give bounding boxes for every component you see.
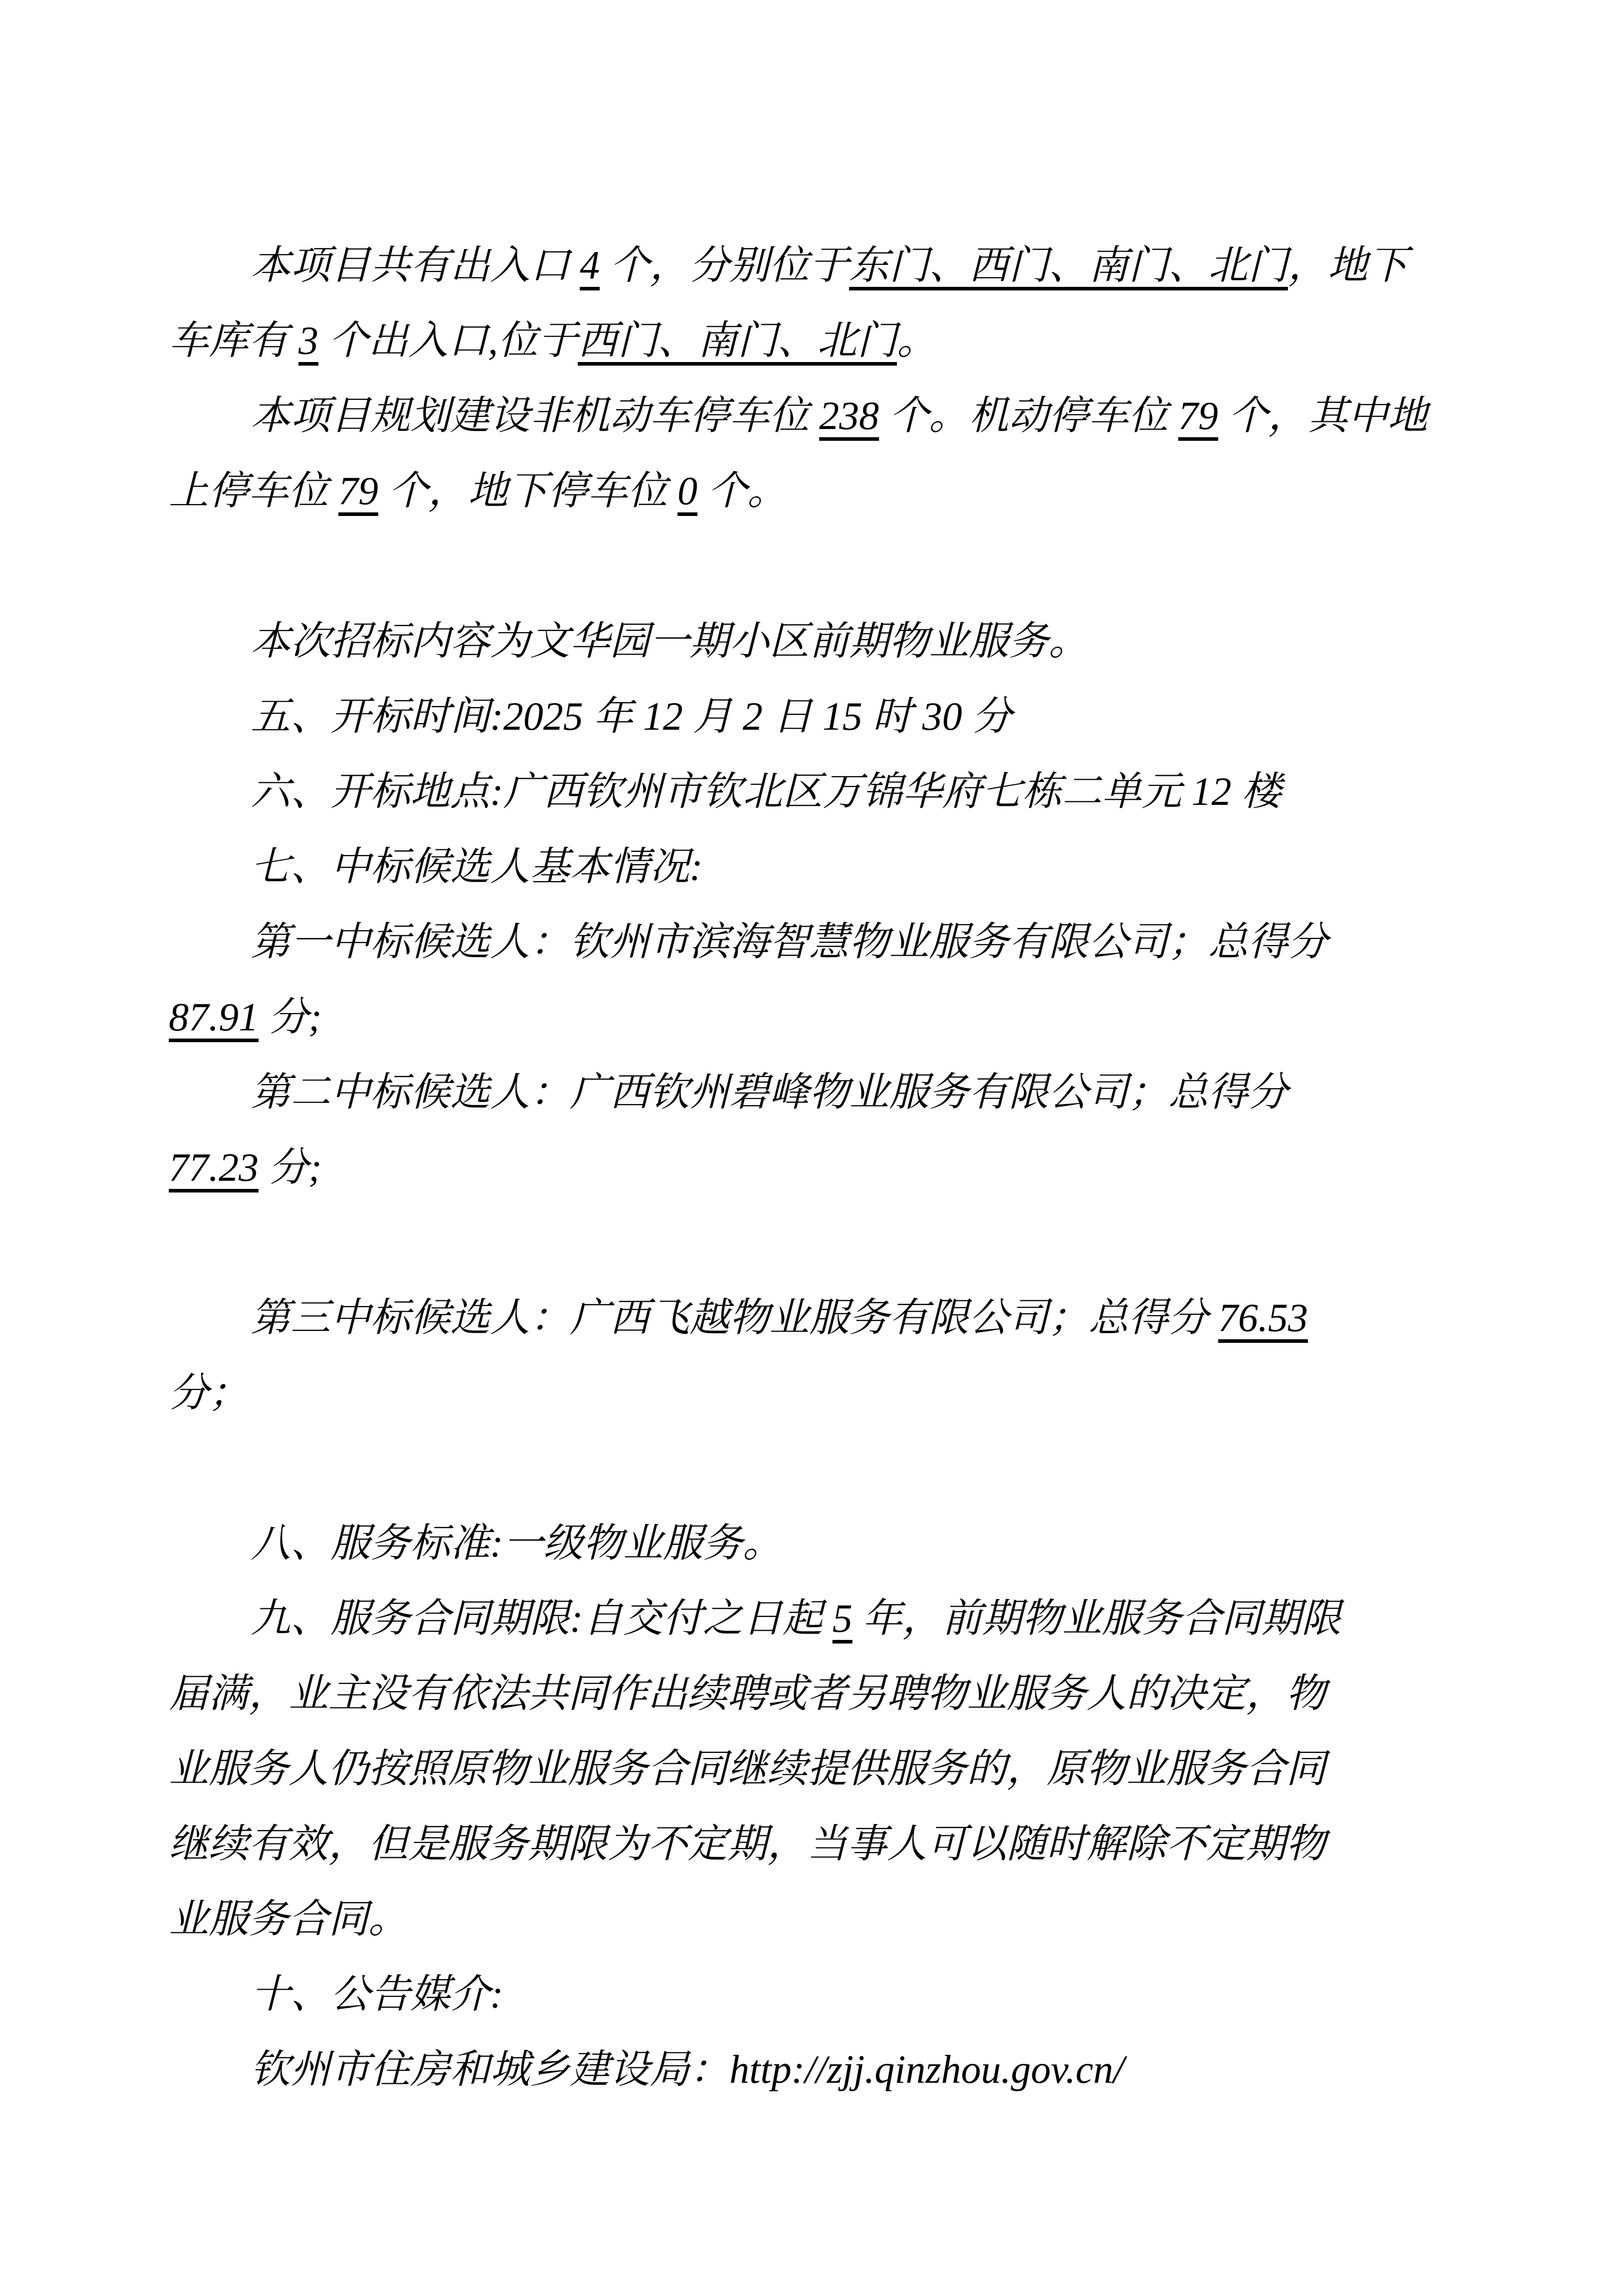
candidate-2: 第二中标候选人：广西钦州碧峰物业服务有限公司；总得分 — [251, 1070, 1288, 1114]
blank-line — [169, 1430, 1483, 1505]
text-segment: 继续有效，但是服务期限为不定期，当事人可以随时解除不定期物 — [169, 1821, 1326, 1866]
document-body — [169, 228, 1483, 2107]
text-segment: 分; — [258, 1145, 322, 1189]
text-segment: 分； — [169, 1370, 249, 1415]
document-line — [169, 1806, 1483, 1881]
service-standard: 八、服务标准:一级物业服务。 — [251, 1521, 783, 1565]
document-line — [169, 2032, 1483, 2107]
garage-entrance-locations: 西门、南门、北门 — [577, 318, 897, 363]
document-line — [169, 378, 1483, 453]
document-line — [169, 1054, 1483, 1130]
entrance-count: 4 — [580, 243, 600, 287]
non-motor-parking-count: 238 — [819, 393, 879, 438]
blank-line — [169, 528, 1483, 603]
text-segment: 本项目共有出入口 — [251, 243, 580, 287]
document-line — [169, 303, 1483, 378]
text-segment: 届满，业主没有依法共同作出续聘或者另聘物业服务人的决定，物 — [169, 1671, 1326, 1716]
text-segment: 十、公告媒介: — [251, 1972, 503, 2016]
text-segment: 。 — [897, 318, 937, 363]
candidate-1-score: 87.91 — [169, 995, 259, 1039]
document-line — [169, 1280, 1483, 1355]
document-line — [169, 603, 1483, 679]
text-segment: 个，地下停车位 — [378, 468, 678, 513]
entrance-locations: 东门、西门、南门、北门 — [849, 243, 1288, 287]
text-segment: 七、中标候选人基本情况: — [251, 844, 703, 889]
document-line — [169, 1956, 1483, 2032]
garage-entrance-count: 3 — [298, 318, 319, 363]
candidate-3-score: 76.53 — [1218, 1295, 1308, 1340]
document-line — [169, 754, 1483, 829]
candidate-1: 第一中标候选人：钦州市滨海智慧物业服务有限公司；总得分 — [251, 919, 1328, 964]
text-segment: 车库有 — [169, 318, 299, 363]
contract-years: 5 — [832, 1596, 853, 1640]
text-segment: 分; — [258, 995, 322, 1039]
document-line — [169, 1505, 1483, 1581]
document-line — [169, 1731, 1483, 1806]
publication-url: http://zjj.qinzhou.gov.cn/ — [729, 2047, 1125, 2091]
document-line — [169, 1130, 1483, 1205]
text-segment: 个，分别位于 — [599, 243, 850, 287]
text-segment: 个。 — [697, 468, 788, 513]
text-segment: 个，其中地 — [1218, 393, 1428, 438]
text-segment: 九、服务合同期限:自交付之日起 — [251, 1596, 833, 1640]
text-segment: 个出入口,位于 — [318, 318, 578, 363]
underground-parking-count: 0 — [677, 468, 698, 513]
text-segment: 业服务合同。 — [169, 1897, 409, 1941]
text-segment: 本次招标内容为文华园一期小区前期物业服务。 — [251, 619, 1089, 663]
document-line — [169, 453, 1483, 528]
bid-opening-place: 六、开标地点:广西钦州市钦北区万锦华府七栋二单元 12 楼 — [251, 769, 1281, 814]
text-segment: 本项目规划建设非机动车停车位 — [251, 393, 819, 438]
candidate-2-score: 77.23 — [169, 1145, 259, 1189]
document-line — [169, 1581, 1483, 1656]
text-segment: 业服务人仍按照原物业服务合同继续提供服务的，原物业服务合同 — [169, 1746, 1326, 1791]
text-segment: 个。机动停车位 — [879, 393, 1178, 438]
document-line — [169, 904, 1483, 979]
document-line — [169, 1656, 1483, 1731]
document-line — [169, 1355, 1483, 1430]
bid-opening-time: 五、开标时间:2025 年 12 月 2 日 15 时 30 分 — [251, 694, 1012, 738]
ground-parking-count: 79 — [338, 468, 379, 513]
candidate-3: 第三中标候选人：广西飞越物业服务有限公司；总得分 — [251, 1295, 1218, 1340]
text-segment: 年，前期物业服务合同期限 — [852, 1596, 1341, 1640]
document-line — [169, 228, 1483, 303]
text-segment: 上停车位 — [169, 468, 339, 513]
document-line — [169, 679, 1483, 754]
text-segment: ，地下 — [1288, 243, 1408, 287]
motor-parking-count: 79 — [1178, 393, 1218, 438]
document-line — [169, 1881, 1483, 1956]
document-line — [169, 979, 1483, 1054]
blank-line — [169, 1205, 1483, 1280]
document-line — [169, 829, 1483, 904]
text-segment: 钦州市住房和城乡建设局： — [251, 2047, 730, 2091]
